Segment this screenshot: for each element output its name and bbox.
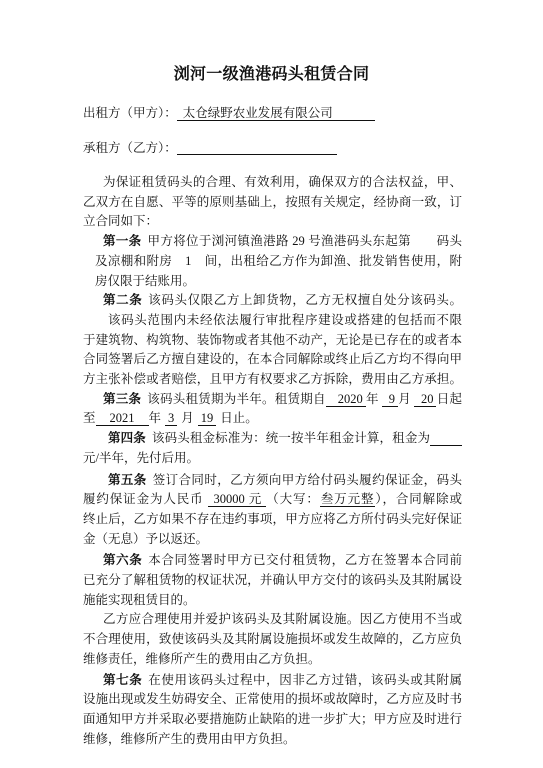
text-segment: 元/半年，先付后用。	[83, 450, 199, 465]
filled-blank: 30000 元	[208, 492, 267, 507]
text-segment: 日起	[436, 391, 462, 406]
text-segment: 立合同如下：	[83, 214, 159, 229]
text-segment: 为保证租赁码头的合理、有效利用，确保双方的合法权益，甲、	[103, 175, 462, 189]
text-segment: 签订合同时，乙方须向甲方给付码头履约保证金，码头	[152, 472, 462, 487]
text-segment: 该码头租金标准为：统一按半年租金计算，租金为	[151, 431, 430, 446]
text-line	[83, 449, 462, 469]
text-line	[83, 350, 462, 370]
text-line	[83, 429, 462, 449]
article-1	[83, 232, 462, 291]
text-line	[83, 730, 462, 750]
text-line	[83, 311, 462, 331]
text-segment: 月	[397, 391, 411, 406]
text-segment: 在使用该码头过程中，因非乙方过错，该码头或其附属	[148, 672, 462, 687]
filled-blank: 9	[382, 392, 398, 407]
text-segment: 该码头范围内未经依法履行审批程序建设或搭建的包括而不限	[108, 312, 462, 327]
text-segment: 年	[365, 391, 379, 406]
article-6-clause	[83, 610, 462, 669]
lessor-label: 出租方（甲方）：	[83, 106, 177, 120]
text-line	[83, 551, 462, 571]
text-line	[83, 490, 462, 510]
text-segment: 日止。	[220, 411, 258, 426]
lessee-line	[83, 138, 337, 158]
text-segment: ），合同解除或	[375, 492, 462, 507]
text-segment: 不合理使用，致使该码头及其附属设施损坏或发生故障的，乙方应负	[83, 632, 462, 647]
article-heading: 第二条	[103, 293, 143, 308]
contract-body	[83, 173, 462, 749]
text-line	[83, 409, 462, 429]
text-line	[83, 571, 462, 591]
text-line	[83, 212, 462, 232]
lessee-name	[177, 142, 337, 155]
text-line	[83, 530, 462, 550]
article-2-clause	[83, 311, 462, 390]
text-line	[83, 291, 462, 311]
text-segment: 设施出现或发生妨碍安全、正常使用的损坏或故障时，乙方应及时书	[83, 692, 462, 707]
article-heading: 第三条	[103, 391, 142, 406]
text-segment: 月	[181, 411, 194, 426]
text-segment: 该码头租赁期为半年。租赁期自	[147, 391, 326, 406]
text-segment: 合同签署后乙方擅自建设的，在本合同解除或终止后乙方均不得向甲	[83, 352, 462, 367]
text-segment: 及凉棚和附房 1 间，出租给乙方作为卸渔、批发销售使用，附	[95, 253, 462, 268]
article-heading: 第五条	[108, 472, 147, 487]
article-3	[83, 390, 462, 429]
preamble	[83, 173, 462, 232]
text-segment: 维修，维修所产生的费用由甲方负担。	[83, 731, 296, 746]
article-heading: 第六条	[103, 553, 143, 568]
text-line	[83, 630, 462, 650]
filled-blank	[430, 431, 462, 446]
text-line	[83, 671, 462, 691]
text-line	[83, 193, 462, 213]
text-line	[83, 272, 462, 292]
article-heading: 第一条	[103, 234, 142, 249]
text-segment: 维修责任，维修所产生的费用由乙方负担。	[83, 651, 321, 666]
lessee-label: 承租方（乙方）：	[83, 141, 177, 155]
text-segment: 面通知甲方并采取必要措施防止缺陷的进一步扩大；甲方应及时进行	[83, 711, 462, 726]
lessor-name: 太仓绿野农业发展有限公司	[177, 106, 375, 121]
filled-blank: 20	[414, 392, 437, 407]
text-line	[83, 610, 462, 630]
article-7	[83, 671, 462, 750]
text-line	[83, 650, 462, 670]
text-segment: 履约保证金为人民币	[83, 492, 204, 507]
contract-title: 浏河一级渔港码头租赁合同	[173, 66, 370, 83]
text-line	[83, 591, 462, 611]
text-segment: 房仅限于结账用。	[95, 273, 196, 288]
text-segment: 金（无息）予以返还。	[83, 531, 209, 546]
text-line	[83, 510, 462, 530]
text-segment: 方主张补偿或者赔偿，且甲方有权要求乙方拆除，费用由乙方承担。	[83, 372, 462, 387]
filled-blank: 2020	[326, 392, 366, 407]
filled-blank: 19	[198, 411, 217, 426]
text-line	[83, 331, 462, 351]
text-segment: 本合同签署时甲方已交付租赁物，乙方在签署本合同前	[148, 553, 462, 568]
text-line	[83, 471, 462, 491]
article-4	[83, 429, 462, 468]
filled-blank: 叁万元整	[320, 492, 375, 507]
text-line	[83, 390, 462, 410]
text-segment: （大写：	[266, 492, 320, 507]
lessor-line	[83, 103, 375, 123]
text-segment: 终止后，乙方如果不存在违约事项，甲方应将乙方所付码头完好保证	[83, 511, 462, 526]
text-segment: 于建筑物、构筑物、装饰物或者其他不动产，无论是已存在的或者本	[83, 332, 462, 347]
text-line	[83, 173, 462, 193]
text-segment: 至	[83, 411, 96, 426]
article-6	[83, 551, 462, 610]
text-segment: 年	[148, 411, 162, 426]
text-segment: 已充分了解租赁物的权证状况，并确认甲方交付的该码头及其附属设	[83, 573, 462, 588]
article-5	[83, 471, 462, 550]
filled-blank: 3	[165, 411, 177, 426]
text-segment: 乙方应合理使用并爱护该码头及其附属设施。因乙方使用不当或	[103, 612, 462, 627]
article-2	[83, 291, 462, 311]
text-segment: 甲方将位于浏河镇渔港路 29 号渔港码头东起第 码头	[147, 234, 462, 249]
text-segment: 乙双方在自愿、平等的原则基础上，按照有关规定，经协商一致，订	[83, 194, 462, 209]
text-line	[83, 370, 462, 390]
article-heading: 第四条	[108, 431, 146, 446]
filled-blank: 2021	[96, 411, 149, 426]
text-segment: 施能实现租赁目的。	[83, 592, 196, 607]
text-segment: 该码头仅限乙方上卸货物，乙方无权擅自处分该码头。	[148, 293, 462, 308]
text-line	[83, 710, 462, 730]
text-line	[83, 252, 462, 272]
text-line	[83, 232, 462, 252]
article-heading: 第七条	[103, 672, 143, 687]
text-line	[83, 690, 462, 710]
